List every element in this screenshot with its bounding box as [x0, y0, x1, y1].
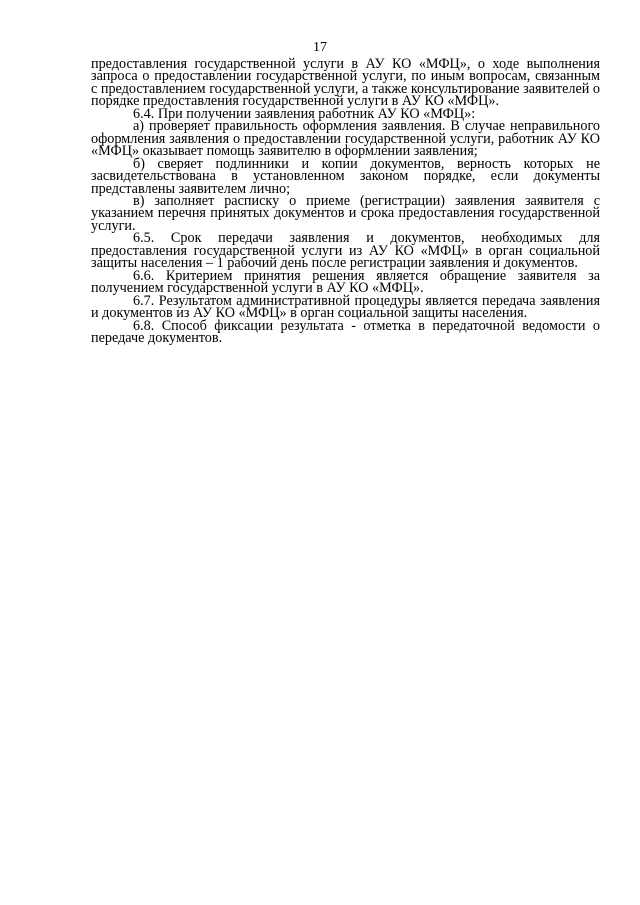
- paragraph-6-4-v: в) заполняет расписку о приеме (регистрации) заявления заявителя с указанием перечня принятых документов и срока предоставления государственной услуги.: [91, 192, 600, 234]
- document-body: [91, 58, 600, 344]
- paragraph-continuation: предоставления государственной услуги в АУ КО «МФЦ», о ходе выполнения запроса о предоставлении государственной услуги, по иным вопросам, связанным с предоставлением государственной услуги, а также консультирование заявителей о порядке предоставления государственной услуги в АУ КО «МФЦ».: [91, 56, 600, 110]
- paragraph-6-4: 6.4. При получении заявления работник АУ КО «МФЦ»:: [133, 105, 476, 122]
- paragraph-6-8: 6.8. Способ фиксации результата - отметка в передаточной ведомости о передаче документов.: [91, 317, 600, 346]
- page-number: 17: [313, 40, 327, 55]
- paragraph-6-4-a: а) проверяет правильность оформления заявления. В случае неправильного оформления заявления о предоставлении государственной услуги, работник АУ КО «МФЦ» оказывает помощь заявителю в оформлении заявления;: [91, 118, 600, 160]
- paragraph-6-4-b: б) сверяет подлинники и копии документов, верность которых не засвидетельствована в установленном законом порядке, если документы представлены заявителем лично;: [91, 155, 600, 197]
- paragraph-6-6: 6.6. Критерием принятия решения является обращение заявителя за получением государственной услуги в АУ КО «МФЦ».: [91, 267, 600, 297]
- paragraph-6-5: 6.5. Срок передачи заявления и документов, необходимых для предоставления государственной услуги из АУ КО «МФЦ» в орган социальной защиты населения – 1 рабочий день после регистрации заявления и документов.: [91, 230, 600, 272]
- paragraph-6-7: 6.7. Результатом административной процедуры является передача заявления и документов из АУ КО «МФЦ» в орган социальной защиты населения.: [91, 292, 600, 322]
